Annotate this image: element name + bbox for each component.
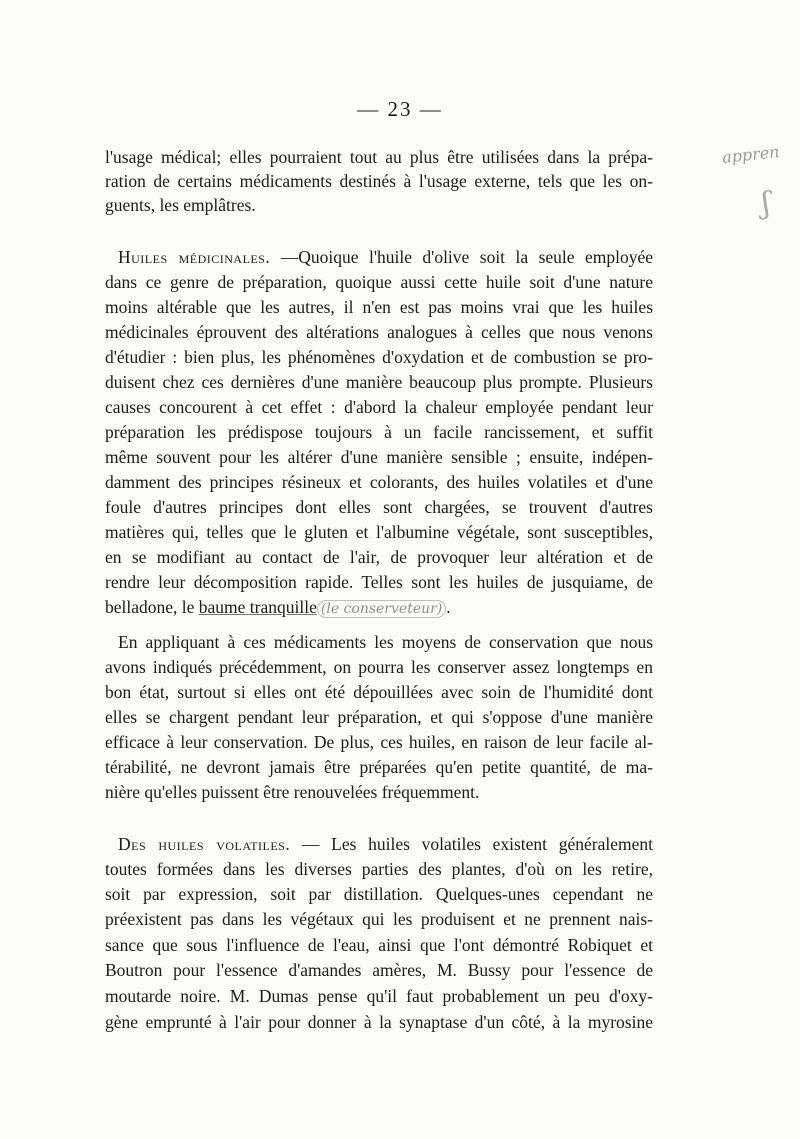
paragraph3-line: efficace à leur conservation. De plus, ces huiles, en raison de leur facile al-: [105, 732, 653, 752]
section-heading-huiles-volatiles: Des huiles volatiles.: [118, 834, 291, 854]
paragraph4-first-line-text: — Les huiles volatiles existent généralement: [290, 834, 654, 854]
paragraph4-line: préexistent pas dans les végétaux qui les produisent et ne prennent nais-: [105, 909, 653, 929]
paragraph2-line: en se modifiant au contact de l'air, de provoquer leur altération et de: [105, 547, 653, 567]
paragraph2-first-line-text: —Quoique l'huile d'olive soit la seule employée: [270, 247, 653, 267]
paragraph2-line: matières qui, telles que le gluten et l'albumine végétale, sont susceptibles,: [105, 522, 653, 542]
paragraph4-line: Boutron pour l'essence d'amandes amères, M. Bussy pour l'essence de: [105, 960, 653, 980]
paragraph2-line: causes concourent à cet effet : d'abord la chaleur employée pendant leur: [105, 397, 653, 417]
paragraph1-line: ration de certains médicaments destinés à l'usage externe, tels que les on-: [105, 171, 653, 191]
paragraph2-last-line: [105, 596, 653, 620]
paragraph2-line: foule d'autres principes dont elles sont chargées, se trouvent d'autres: [105, 497, 653, 517]
paragraph2-line: damment des principes résineux et colorants, des huiles volatiles et d'une: [105, 472, 653, 492]
paragraph3-line: avons indiqués précédemment, on pourra les conserver assez longtemps en: [105, 657, 653, 677]
paragraph2-line: même souvent pour les altérer d'une manière sensible ; ensuite, indépen-: [105, 447, 653, 467]
paragraph4-line: soit par expression, soit par distillation. Quelques-unes cependant ne: [105, 884, 653, 904]
paragraph2-line: duisent chez ces dernières d'une manière beaucoup plus prompte. Plusieurs: [105, 372, 653, 392]
paragraph4-line: gène emprunté à l'air pour donner à la synaptase d'un côté, à la myrosine: [105, 1012, 653, 1032]
pencil-annotation: (le conserveteur): [317, 600, 446, 618]
page-number: — 23 —: [357, 97, 443, 121]
paragraph3-line: elles se chargent pendant leur préparation, et qui s'oppose d'une manière: [105, 707, 653, 727]
handwritten-margin-mark: ʃ: [762, 186, 771, 221]
handwritten-margin-note: appren: [721, 142, 781, 167]
paragraph3-line: En appliquant à ces médicaments les moyens de conservation que nous: [118, 632, 653, 652]
paragraph2-first-line: [118, 246, 653, 268]
paragraph2-line: dans ce genre de préparation, quoique aussi cette huile soit d'une nature: [105, 272, 653, 292]
paragraph2-line: moins altérable que les autres, il n'en est pas moins vrai que les huiles: [105, 297, 653, 317]
paragraph4-first-line: [118, 833, 653, 855]
paragraph3-line: nière qu'elles puissent être renouvelées fréquemment.: [105, 782, 480, 802]
paragraph4-line: toutes formées dans les diverses parties des plantes, d'où on les retire,: [105, 859, 653, 879]
paragraph1-line: guents, les emplâtres.: [105, 195, 256, 215]
paragraph4-line: sance que sous l'influence de l'eau, ainsi que l'ont démontré Robiquet et: [105, 935, 653, 955]
paragraph2-line: d'étudier : bien plus, les phénomènes d'oxydation et de combustion se pro-: [105, 347, 653, 367]
paragraph2-line: préparation les prédispose toujours à un facile rancissement, et suffit: [105, 422, 653, 442]
section-heading-huiles-medicinales: Huiles médicinales.: [118, 247, 271, 267]
paragraph3-line: bon état, surtout si elles ont été dépouillées avec soin de l'humidité dont: [105, 682, 653, 702]
paragraph2-line: rendre leur décomposition rapide. Telles sont les huiles de jusquiame, de: [105, 572, 653, 592]
paragraph2-last-line-text: belladone, le: [105, 597, 199, 617]
underlined-phrase: baume tranquille: [198, 597, 317, 617]
paragraph2-last-line-end: .: [446, 597, 451, 617]
paragraph2-line: médicinales éprouvent des altérations analogues à celles que nous venons: [105, 322, 653, 342]
paragraph1-line: l'usage médical; elles pourraient tout au plus être utilisées dans la prépa-: [105, 147, 653, 167]
paragraph3-line: térabilité, ne devront jamais être préparées qu'en petite quantité, de ma-: [105, 757, 653, 777]
paragraph4-line: moutarde noire. M. Dumas pense qu'il faut probablement un peu d'oxy-: [105, 986, 653, 1006]
